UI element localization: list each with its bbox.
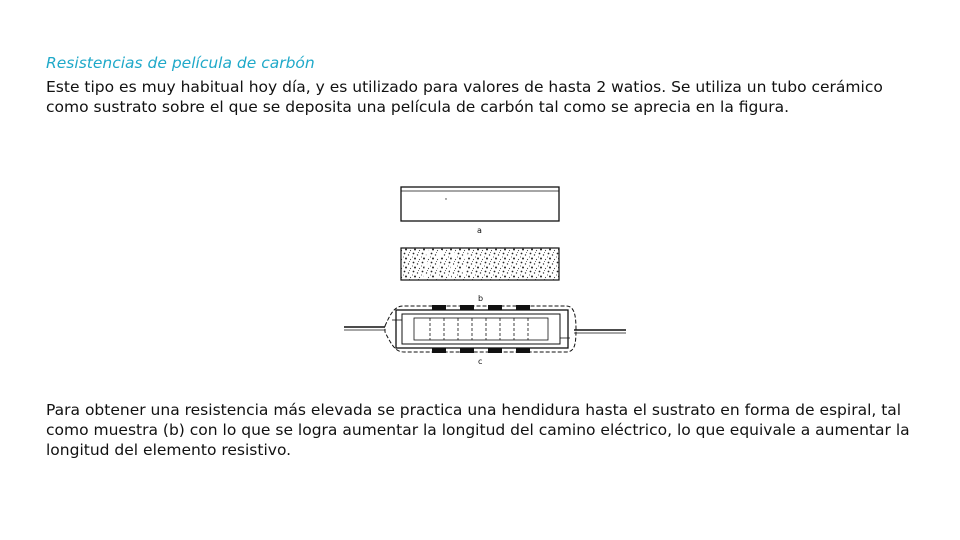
figure-label-a: a <box>477 226 482 235</box>
carbon-film-b <box>401 248 559 280</box>
resistor-diagram <box>340 180 630 370</box>
explanation-paragraph: Para obtener una resistencia más elevada se practica una hendidura hasta el sustrato en forma de espiral, tal como muestra (b) con lo que se logra aumentar la longitud del camino eléctrico, lo que equivale a aumentar la longitud del elemento resistivo. <box>46 401 910 459</box>
slide-title: Resistencias de película de carbón <box>46 54 315 72</box>
ceramic-tube-a <box>401 187 559 221</box>
finished-resistor-c <box>344 305 626 353</box>
figure-label-c: c <box>478 357 483 366</box>
intro-paragraph: Este tipo es muy habitual hoy día, y es utilizado para valores de hasta 2 watios. Se utiliza un tubo cerámico como sustrato sobre el que se deposita una película de carbón tal como se aprecia en la figura. <box>46 78 883 116</box>
resistor-figure <box>340 180 630 370</box>
figure-label-b: b <box>478 294 484 303</box>
